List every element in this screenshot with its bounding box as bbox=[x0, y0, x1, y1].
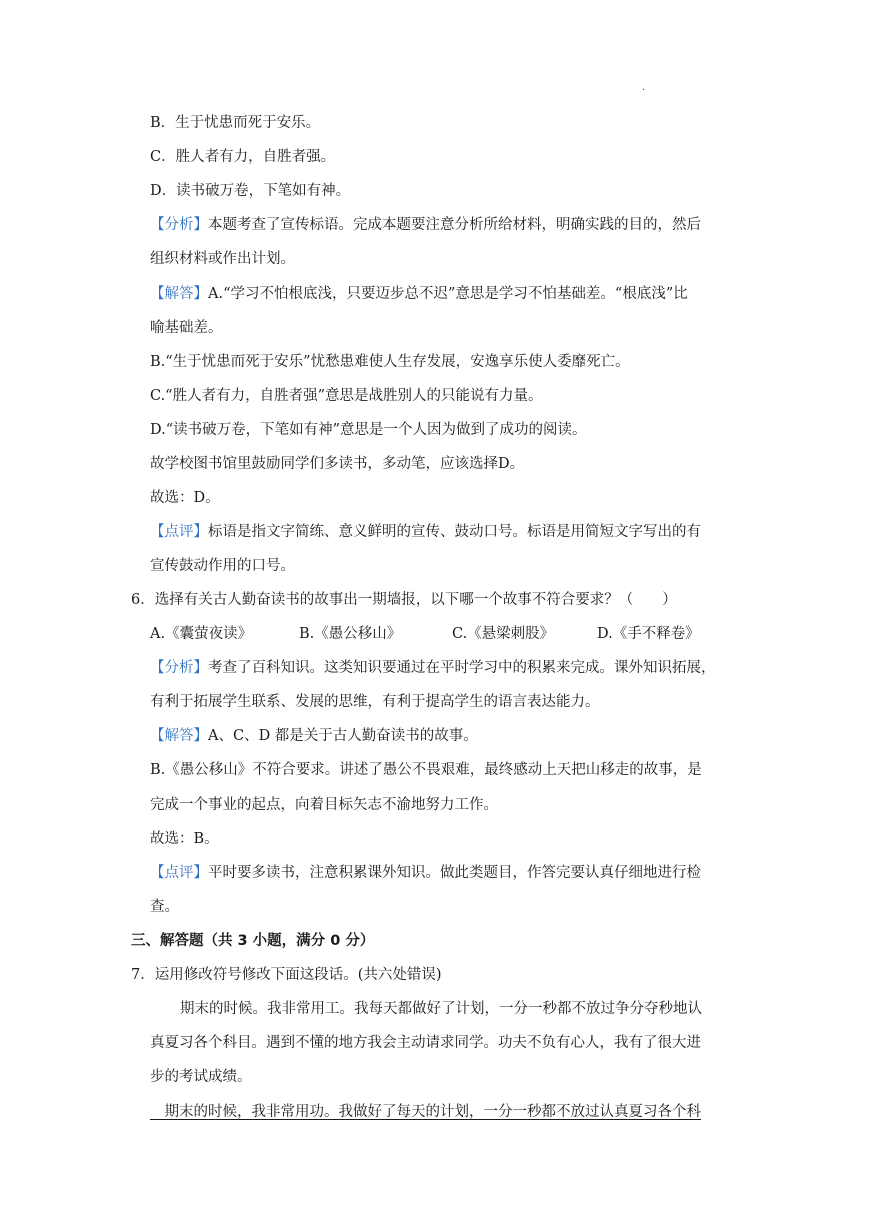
q6-answer-line-3: 完成一个事业的起点，向着目标矢志不渝地努力工作。 bbox=[150, 797, 498, 813]
q6-analysis-line-1 bbox=[150, 658, 716, 678]
q6-comment-line-1 bbox=[150, 863, 701, 883]
q6-analysis-line-2: 有利于拓展学生联系、发展的思维，有利于提高学生的语言表达能力。 bbox=[150, 694, 600, 710]
q5-answer-line-7: 故选：D。 bbox=[150, 490, 220, 506]
q5-answer-line-4: C.“胜人者有力，自胜者强”意思是战胜别人的只能说有力量。 bbox=[150, 388, 543, 404]
analysis-text: 考查了百科知识。这类知识要通过在平时学习中的积累来完成。课外知识拓展， bbox=[208, 660, 716, 676]
analysis-tag: 【分析】 bbox=[150, 660, 208, 676]
q5-answer-line-5: D.“读书破万卷，下笔如有神”意思是一个人因为做到了成功的阅读。 bbox=[150, 422, 587, 438]
section-heading: 三、解答题（共 3 小题，满分 0 分） bbox=[131, 933, 375, 949]
q5-option-c: C．胜人者有力，自胜者强。 bbox=[150, 149, 336, 165]
q6-comment-line-2: 查。 bbox=[150, 899, 179, 915]
q5-analysis-line-1 bbox=[150, 215, 701, 235]
comment-tag: 【点评】 bbox=[150, 865, 208, 881]
q7-paragraph-line-2: 真夏习各个科目。遇到不懂的地方我会主动请求同学。功夫不负有心人，我有了很大进 bbox=[150, 1035, 701, 1051]
analysis-tag: 【分析】 bbox=[150, 217, 208, 233]
q5-option-d: D．读书破万卷，下笔如有神。 bbox=[150, 183, 351, 199]
q6-stem: 6．选择有关古人勤奋读书的故事出一期墙报，以下哪一个故事不符合要求？（ ） bbox=[131, 592, 677, 608]
comment-text: 标语是指文字简练、意义鲜明的宣传、鼓动口号。标语是用简短文字写出的有 bbox=[208, 524, 701, 540]
q6-option-c: C.《悬梁刺股》 bbox=[452, 626, 555, 642]
q5-comment-line-2: 宣传鼓动作用的口号。 bbox=[150, 558, 295, 574]
q6-option-d: D.《手不释卷》 bbox=[597, 626, 700, 642]
comment-text: 平时要多读书，注意积累课外知识。做此类题目，作答完要认真仔细地进行检 bbox=[208, 865, 701, 881]
answer-text: A、C、D 都是关于古人勤奋读书的故事。 bbox=[208, 728, 478, 744]
q7-answer-line-1: 期末的时候，我非常用功。我做好了每天的计划，一分一秒都不放过认真夏习各个科 bbox=[150, 1104, 701, 1120]
header-mark: . bbox=[642, 82, 646, 93]
q5-answer-line-3: B.“生于忧患而死于安乐”忧愁患难使人生存发展，安逸享乐使人委靡死亡。 bbox=[150, 354, 630, 370]
q5-option-b: B．生于忧患而死于安乐。 bbox=[150, 115, 321, 131]
q7-paragraph-line-1: 期末的时候。我非常用工。我每天都做好了计划，一分一秒都不放过争分夺秒地认 bbox=[180, 1001, 702, 1017]
q7-paragraph-line-3: 步的考试成绩。 bbox=[150, 1069, 252, 1085]
comment-tag: 【点评】 bbox=[150, 524, 208, 540]
q6-option-a: A.《囊萤夜读》 bbox=[150, 626, 253, 642]
answer-tag: 【解答】 bbox=[150, 286, 208, 302]
answer-text: A.“学习不怕根底浅，只要迈步总不迟”意思是学习不怕基础差。“根底浅”比 bbox=[208, 286, 688, 302]
q6-answer-line-1 bbox=[150, 726, 478, 746]
q6-answer-line-4: 故选：B。 bbox=[150, 831, 219, 847]
q5-analysis-line-2: 组织材料或作出计划。 bbox=[150, 251, 295, 267]
q7-stem: 7．运用修改符号修改下面这段话。(共六处错误) bbox=[131, 967, 442, 983]
q6-option-b: B.《愚公移山》 bbox=[299, 626, 402, 642]
q5-comment-line-1 bbox=[150, 522, 701, 542]
q5-answer-line-6: 故学校图书馆里鼓励同学们多读书，多动笔，应该选择D。 bbox=[150, 456, 525, 472]
analysis-text: 本题考查了宣传标语。完成本题要注意分析所给材料，明确实践的目的，然后 bbox=[208, 217, 701, 233]
answer-tag: 【解答】 bbox=[150, 728, 208, 744]
q5-answer-line-1 bbox=[150, 284, 688, 304]
q5-answer-line-2: 喻基础差。 bbox=[150, 320, 223, 336]
q6-answer-line-2: B.《愚公移山》不符合要求。讲述了愚公不畏艰难，最终感动上天把山移走的故事，是 bbox=[150, 762, 702, 778]
